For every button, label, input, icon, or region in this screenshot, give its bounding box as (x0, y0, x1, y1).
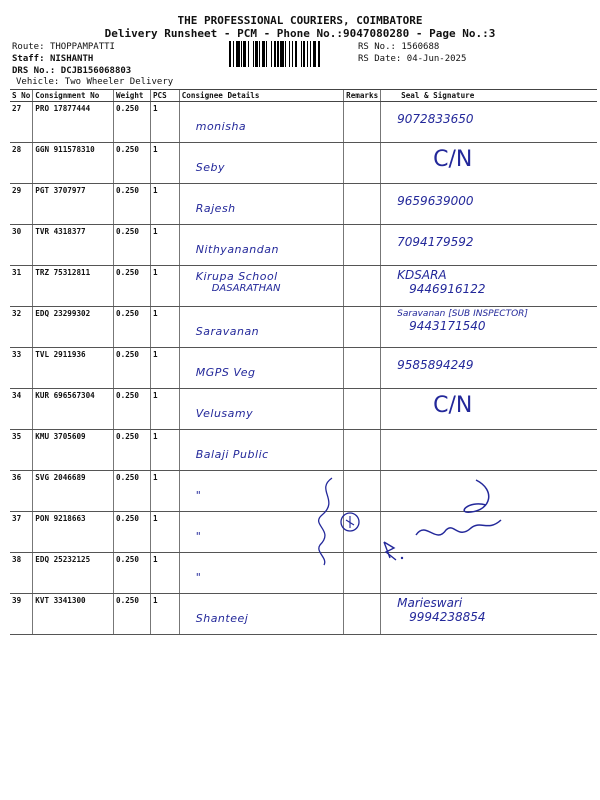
table-row (10, 102, 597, 143)
consignee-cell (179, 553, 343, 594)
col-consignee: Consignee Details (179, 90, 343, 102)
table-row (10, 471, 597, 512)
seal-signature-cell (381, 225, 597, 266)
staff-value: NISHANTH (49, 54, 94, 64)
consignee-handwritten-line2: DASARATHAN (211, 283, 281, 294)
consignee-handwritten: Seby (195, 161, 225, 174)
consignee-handwritten: Kirupa School (195, 270, 278, 283)
sno-cell: 28 (10, 143, 33, 184)
consignee-handwritten: " (195, 489, 202, 502)
consignment-cell: KVT 3341300 (33, 594, 114, 635)
weight-cell: 0.250 (114, 143, 151, 184)
consignee-cell (179, 225, 343, 266)
seal-signature-cell (381, 266, 597, 307)
consignment-cell: PRO 17877444 (33, 102, 114, 143)
table-row (10, 348, 597, 389)
runsheet-subtitle: Delivery Runsheet - PCM - Phone No.:9047080280 - Page No.:3 (104, 27, 496, 40)
col-seal: Seal & Signature (381, 90, 597, 102)
consignee-handwritten: monisha (195, 120, 247, 133)
consignee-handwritten: Shanteej (195, 612, 249, 625)
sno-cell: 27 (10, 102, 33, 143)
seal-handwritten: KDSARA (397, 268, 447, 282)
consignee-handwritten: " (195, 571, 202, 584)
staff-label: Staff: (12, 54, 45, 64)
seal-signature-cell (381, 594, 597, 635)
consignee-cell (179, 389, 343, 430)
consignee-handwritten: Velusamy (195, 407, 254, 420)
rs-date-line (358, 54, 466, 64)
weight-cell: 0.250 (114, 430, 151, 471)
barcode (229, 41, 353, 67)
sno-cell: 31 (10, 266, 33, 307)
vehicle-value: Two Wheeler Delivery (64, 77, 174, 87)
seal-signature-cell (381, 102, 597, 143)
weight-cell: 0.250 (114, 348, 151, 389)
seal-handwritten: 9585894249 (397, 358, 474, 372)
col-weight: Weight (114, 90, 151, 102)
route-line (12, 42, 115, 52)
seal-handwritten: Saravanan [SUB INSPECTOR] (397, 309, 528, 319)
consignee-handwritten: " (195, 530, 202, 543)
table-header-row (10, 90, 597, 102)
consignment-cell: EDQ 23299302 (33, 307, 114, 348)
pcs-cell: 1 (150, 389, 179, 430)
table-row (10, 512, 597, 553)
table-row (10, 266, 597, 307)
sno-cell: 29 (10, 184, 33, 225)
table-row (10, 553, 597, 594)
rs-no-line (358, 42, 439, 52)
consignment-cell: TVR 4318377 (33, 225, 114, 266)
pcs-cell: 1 (150, 512, 179, 553)
pcs-cell: 1 (150, 553, 179, 594)
consignee-cell (179, 594, 343, 635)
weight-cell: 0.250 (114, 512, 151, 553)
consignment-cell: TRZ 75312811 (33, 266, 114, 307)
pcs-cell: 1 (150, 143, 179, 184)
runsheet-table (10, 89, 597, 635)
pcs-cell: 1 (150, 307, 179, 348)
consignee-cell (179, 512, 343, 553)
consignee-cell (179, 430, 343, 471)
vehicle-label: Vehicle: (16, 77, 60, 87)
seal-signature-cell (381, 553, 597, 594)
table-row (10, 430, 597, 471)
consignee-cell (179, 102, 343, 143)
rs-no-value: 1560688 (401, 42, 440, 52)
drs-line (12, 66, 131, 76)
seal-signature-cell (381, 430, 597, 471)
sno-cell: 34 (10, 389, 33, 430)
sno-cell: 33 (10, 348, 33, 389)
pcs-cell: 1 (150, 430, 179, 471)
pcs-cell: 1 (150, 266, 179, 307)
seal-handwritten-line2: 9994238854 (409, 610, 486, 624)
consignee-cell (179, 307, 343, 348)
sno-cell: 35 (10, 430, 33, 471)
consignee-cell (179, 184, 343, 225)
seal-signature-cell (381, 143, 597, 184)
pcs-cell: 1 (150, 102, 179, 143)
seal-signature-cell (381, 471, 597, 512)
consignee-cell (179, 143, 343, 184)
seal-signature-cell (381, 348, 597, 389)
consignment-cell: KMU 3705609 (33, 430, 114, 471)
pcs-cell: 1 (150, 225, 179, 266)
pcs-cell: 1 (150, 184, 179, 225)
consignee-handwritten: MGPS Veg (195, 366, 256, 379)
pcs-cell: 1 (150, 594, 179, 635)
consignment-cell: EDQ 25232125 (33, 553, 114, 594)
consignee-handwritten: Nithyanandan (195, 243, 279, 256)
table-row (10, 307, 597, 348)
seal-handwritten: Marieswari (397, 596, 463, 610)
consignment-cell: GGN 911578310 (33, 143, 114, 184)
seal-handwritten-line2: 9443171540 (409, 319, 486, 333)
seal-handwritten: 7094179592 (397, 235, 474, 249)
seal-signature-cell (381, 512, 597, 553)
seal-signature-cell (381, 389, 597, 430)
consignment-cell: TVL 2911936 (33, 348, 114, 389)
consignment-cell: KUR 696567304 (33, 389, 114, 430)
rs-date-value: 04-Jun-2025 (406, 54, 467, 64)
staff-line (12, 54, 93, 64)
company-title: THE PROFESSIONAL COURIERS, COIMBATORE (177, 14, 423, 27)
weight-cell: 0.250 (114, 553, 151, 594)
weight-cell: 0.250 (114, 307, 151, 348)
seal-handwritten: C/N (433, 393, 473, 418)
seal-handwritten: 9659639000 (397, 194, 474, 208)
seal-handwritten-line2: 9446916122 (409, 282, 486, 296)
weight-cell: 0.250 (114, 266, 151, 307)
pcs-cell: 1 (150, 471, 179, 512)
consignment-cell: SVG 2046689 (33, 471, 114, 512)
consignment-cell: PON 9218663 (33, 512, 114, 553)
sno-cell: 37 (10, 512, 33, 553)
route-label: Route: (12, 42, 45, 52)
seal-signature-cell (381, 184, 597, 225)
sno-cell: 39 (10, 594, 33, 635)
consignee-handwritten: Balaji Public (195, 448, 269, 461)
consignee-cell (179, 266, 343, 307)
consignee-cell (179, 471, 343, 512)
drs-value: DCJB156068803 (60, 66, 132, 76)
rs-no-label: RS No.: (358, 42, 396, 52)
pcs-cell: 1 (150, 348, 179, 389)
weight-cell: 0.250 (114, 184, 151, 225)
consignee-handwritten: Saravanan (195, 325, 260, 338)
table-row (10, 143, 597, 184)
weight-cell: 0.250 (114, 471, 151, 512)
table-row (10, 225, 597, 266)
seal-handwritten: C/N (433, 147, 473, 172)
seal-signature-cell (381, 307, 597, 348)
drs-label: DRS No.: (12, 66, 56, 76)
sno-cell: 32 (10, 307, 33, 348)
weight-cell: 0.250 (114, 225, 151, 266)
consignee-handwritten: Rajesh (195, 202, 236, 215)
consignee-cell (179, 348, 343, 389)
weight-cell: 0.250 (114, 594, 151, 635)
rs-date-label: RS Date: (358, 54, 402, 64)
sno-cell: 30 (10, 225, 33, 266)
weight-cell: 0.250 (114, 102, 151, 143)
sno-cell: 38 (10, 553, 33, 594)
vehicle-line (16, 77, 173, 87)
sno-cell: 36 (10, 471, 33, 512)
seal-handwritten: 9072833650 (397, 112, 474, 126)
table-row (10, 594, 597, 635)
col-consignment: Consignment No (33, 90, 114, 102)
weight-cell: 0.250 (114, 389, 151, 430)
route-value: THOPPAMPATTI (49, 42, 115, 52)
consignment-cell: PGT 3707977 (33, 184, 114, 225)
col-remarks: Remarks (344, 90, 381, 102)
table-row (10, 389, 597, 430)
col-sno: S No (10, 90, 33, 102)
table-row (10, 184, 597, 225)
col-pcs: PCS (150, 90, 179, 102)
